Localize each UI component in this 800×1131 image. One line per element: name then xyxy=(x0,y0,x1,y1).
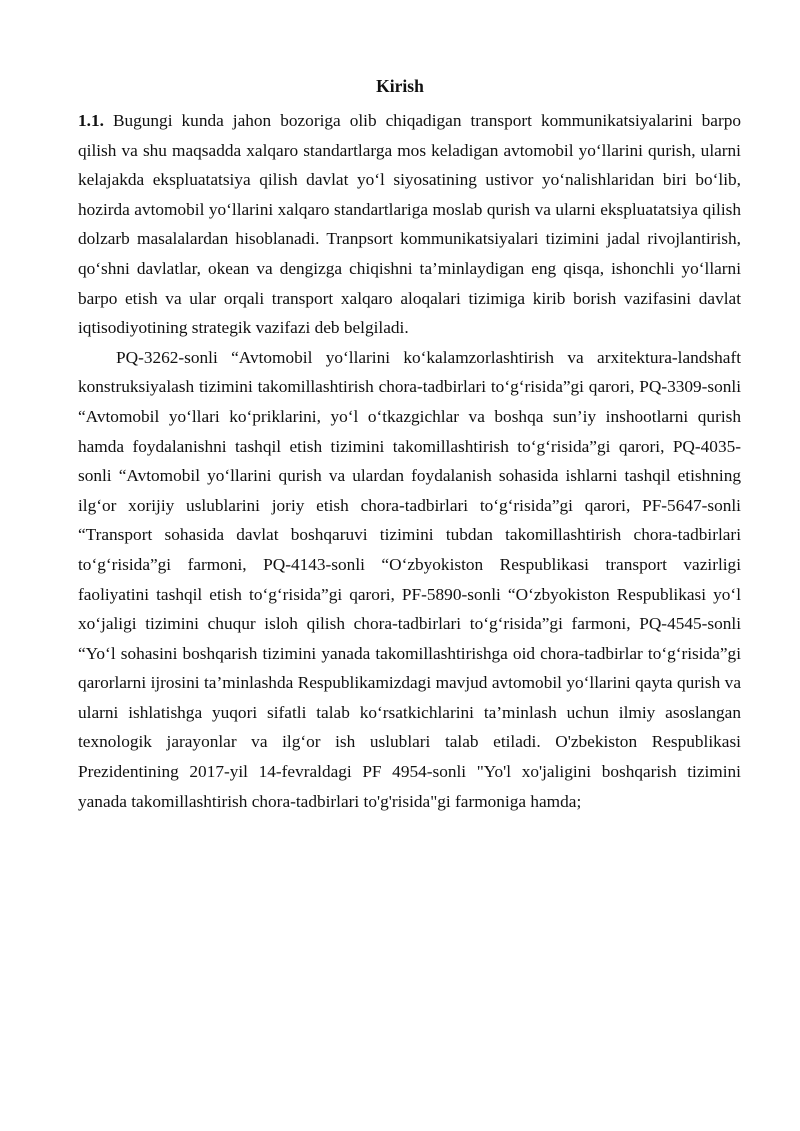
page-title: Kirish xyxy=(376,76,424,96)
paragraph-intro-text: Bugungi kunda jahon bozoriga olib chiqadigan transport kommunikatsiyalarini barpo qilish va shu maqsadda xalqaro standartlarga mos keladigan avtomobil yo‘llarini qurish, ularni kelajakda ekspluatatsiya qilish davlat yo‘l siyosatining ustivor yo‘nalishlaridan biri bo‘lib, hozirda avtomobil yo‘llarini xalqaro standartlariga moslab qurish va ularni ekspluatatsiya qilish dolzarb masalalardan hisoblanadi. Tranpsort kommunikatsiyalari tizimini jadal rivojlantirish, qo‘shni davlatlar, okean va dengizga chiqishni ta’minlaydigan eng qisqa, ishonchli yo‘llarni barpo etish va ular orqali transport xalqaro aloqalari tizimiga kirib borish vazifasini davlat iqtisodiyotining strategik vazifazi deb belgiladi. xyxy=(78,111,741,338)
body-text xyxy=(78,106,741,816)
paragraph-intro xyxy=(78,106,741,343)
section-number: 1.1. xyxy=(78,111,104,130)
paragraph-decrees: PQ-3262-sonli “Avtomobil yo‘llarini ko‘kalamzorlashtirish va arxitektura-landshaft konstruksiyalash tizimini takomillashtirish chora-tadbirlari to‘g‘risida”gi qarori, PQ-3309-sonli “Avtomobil yo‘llari ko‘priklarini, yo‘l o‘tkazgichlar va boshqa sun’iy inshootlarni qurish hamda foydalanishni tashqil etish tizimini takomillashtirish to‘g‘risida”gi qarori, PQ-4035-sonli “Avtomobil yo‘llarini qurish va ulardan foydalanish sohasida ishlarni tashqil etishning ilg‘or xorijiy uslublarini joriy etish chora-tadbirlari to‘g‘risida”gi qarori, PF-5647-sonli “Transport sohasida davlat boshqaruvi tizimini tubdan takomillashtirish chora-tadbirlari to‘g‘risida”gi farmoni, PQ-4143-sonli “O‘zbyokiston Respublikasi transport vazirligi faoliyatini tashqil etish to‘g‘risida”gi qarori, PF-5890-sonli “O‘zbyokiston Respublikasi yo‘l xo‘jaligi tizimini chuqur isloh qilish chora-tadbirlari to‘g‘risida”gi farmoni, PQ-4545-sonli “Yo‘l sohasini boshqarish tizimini yanada takomillashtirishga oid chora-tadbirlar to‘g‘risida”gi qarorlarni ijrosini ta’minlashda Respublikamizdagi mavjud avtomobil yo‘llarini qayta qurish va ularni ishlatishga yuqori sifatli talab ko‘rsatkichlarini ta’minlash uchun ilmiy asoslangan texnologik jarayonlar va ilg‘or ish uslublari talab etiladi. O'zbekiston Respublikasi Prezidentining 2017-yil 14-fevraldagi PF 4954-sonli "Yo'l xo'jaligini boshqarish tizimini yanada takomillashtirish chora-tadbirlari to'g'risida"gi farmoniga hamda; xyxy=(78,347,741,811)
